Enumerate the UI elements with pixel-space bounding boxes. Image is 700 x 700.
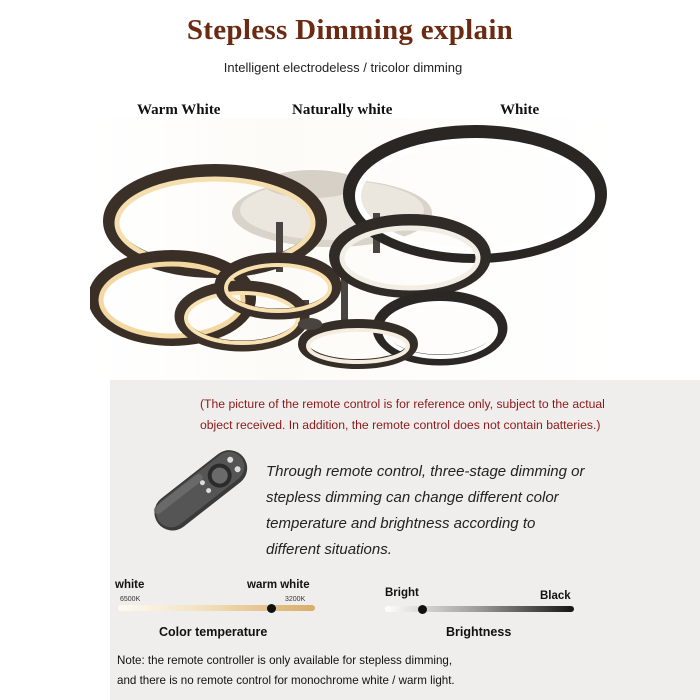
mode-label-natural-white: Naturally white	[292, 102, 393, 118]
disclaimer-line: object received. In addition, the remote control does not contain batteries.)	[200, 418, 601, 432]
color-temperature-caption: Color temperature	[159, 625, 268, 639]
brightness-left-label: Bright	[385, 587, 419, 599]
ct-right-label: warm white	[247, 579, 310, 591]
color-temperature-bar	[118, 605, 315, 611]
mode-label-white: White	[500, 102, 540, 118]
page-subtitle: Intelligent electrodeless / tricolor dimming	[223, 60, 463, 75]
disclaimer-line: (The picture of the remote control is for reference only, subject to the actual	[200, 397, 605, 411]
description-line: stepless dimming can change different color	[266, 489, 559, 506]
remote-disclaimer	[200, 394, 620, 436]
mode-label-warm-white: Warm White	[137, 102, 221, 118]
note-line: and there is no remote control for monochrome white / warm light.	[117, 674, 455, 687]
ct-right-value: 3200K	[285, 596, 306, 603]
brightness-bar	[385, 606, 574, 612]
brightness-caption: Brightness	[446, 625, 512, 639]
description-line: different situations.	[266, 541, 392, 558]
note-line: Note: the remote controller is only available for stepless dimming,	[117, 654, 453, 667]
ct-left-label: white	[115, 579, 145, 591]
remote-description	[266, 459, 646, 563]
page-title: Stepless Dimming explain	[186, 14, 514, 46]
ring-lamp-image	[90, 118, 615, 380]
brightness-right-label: Black	[540, 590, 571, 602]
remote-control-image	[140, 440, 255, 540]
ct-left-value: 6500K	[120, 596, 141, 603]
description-line: temperature and brightness according to	[266, 515, 536, 532]
description-line: Through remote control, three-stage dimming or	[266, 463, 585, 480]
